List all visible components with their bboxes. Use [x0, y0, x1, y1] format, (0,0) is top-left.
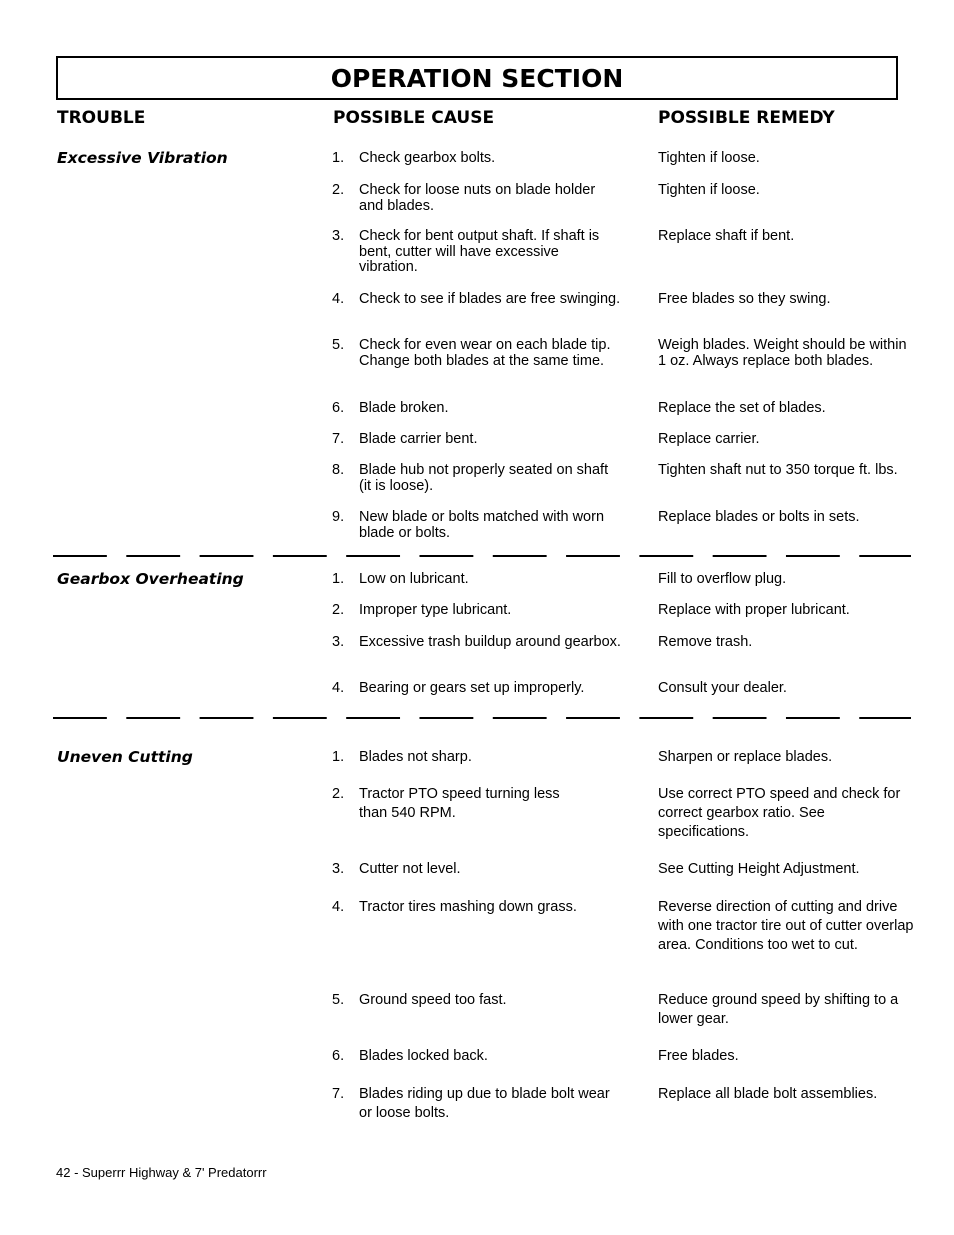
- remedy-text: Replace blades or bolts in sets.: [658, 509, 860, 525]
- cause-text: Check for bent output shaft. If shaft is bent, cutter will have excessive vibration.: [359, 228, 600, 276]
- remedy-text: Replace the set of blades.: [658, 400, 826, 416]
- item-number: 3.: [332, 861, 345, 877]
- item-number: 8.: [332, 462, 345, 478]
- remedy-text: See Cutting Height Adjustment.: [658, 861, 860, 877]
- cause-text: Check for loose nuts on blade holder and blades.: [359, 182, 596, 214]
- remedy-text: Tighten if loose.: [658, 150, 760, 166]
- item-number: 2.: [332, 182, 345, 198]
- cause-text: Blades not sharp.: [359, 749, 472, 765]
- cause-text: Blade hub not properly seated on shaft (it is loose).: [359, 462, 609, 494]
- cause-text: Low on lubricant.: [359, 571, 469, 587]
- cause-text: Blades riding up due to blade bolt wear or loose bolts.: [359, 1086, 610, 1121]
- section-title-box: [56, 56, 898, 100]
- cause-text: Tractor PTO speed turning less than 540 RPM.: [359, 786, 560, 821]
- cause-text: New blade or bolts matched with worn blade or bolts.: [359, 509, 605, 541]
- item-number: 4.: [332, 680, 345, 696]
- remedy-text: Weigh blades. Weight should be within 1 oz. Always replace both blades.: [658, 337, 907, 369]
- cause-text: Check to see if blades are free swinging.: [359, 291, 621, 307]
- item-number: 9.: [332, 509, 345, 525]
- cause-text: Check for even wear on each blade tip. Change both blades at the same time.: [359, 337, 611, 369]
- page-footer: 42 - Superrr Highway & 7' Predatorrr: [56, 1165, 267, 1180]
- remedy-text: Replace with proper lubricant.: [658, 602, 850, 618]
- item-number: 4.: [332, 899, 345, 915]
- section-divider: [53, 717, 911, 719]
- item-number: 4.: [332, 291, 345, 307]
- remedy-text: Consult your dealer.: [658, 680, 787, 696]
- cause-text: Bearing or gears set up improperly.: [359, 680, 585, 696]
- trouble-gearbox-overheating: Gearbox Overheating: [57, 570, 244, 588]
- item-number: 1.: [332, 150, 345, 166]
- remedy-text: Remove trash.: [658, 634, 753, 650]
- cause-text: Improper type lubricant.: [359, 602, 512, 618]
- remedy-text: Use correct PTO speed and check for correct gearbox ratio. See specifications.: [658, 786, 901, 840]
- item-number: 1.: [332, 749, 345, 765]
- item-number: 5.: [332, 992, 345, 1008]
- item-number: 7.: [332, 431, 345, 447]
- cause-text: Cutter not level.: [359, 861, 461, 877]
- remedy-text: Reverse direction of cutting and drive with one tractor tire out of cutter overlap area. Conditions too wet to cut.: [658, 899, 914, 953]
- item-number: 2.: [332, 602, 345, 618]
- remedy-text: Tighten shaft nut to 350 torque ft. lbs.: [658, 462, 898, 478]
- header-possible-remedy: POSSIBLE REMEDY: [658, 108, 835, 128]
- cause-text: Tractor tires mashing down grass.: [359, 899, 577, 915]
- cause-text: Blade broken.: [359, 400, 449, 416]
- item-number: 6.: [332, 400, 345, 416]
- cause-text: Blades locked back.: [359, 1048, 488, 1064]
- cause-text: Blade carrier bent.: [359, 431, 478, 447]
- remedy-text: Fill to overflow plug.: [658, 571, 787, 587]
- item-number: 3.: [332, 634, 345, 650]
- item-number: 1.: [332, 571, 345, 587]
- trouble-uneven-cutting: Uneven Cutting: [57, 748, 193, 766]
- section-divider: [53, 555, 911, 557]
- remedy-text: Free blades so they swing.: [658, 291, 831, 307]
- remedy-text: Replace shaft if bent.: [658, 228, 795, 244]
- remedy-text: Reduce ground speed by shifting to a lower gear.: [658, 992, 899, 1027]
- item-number: 7.: [332, 1086, 345, 1102]
- remedy-text: Free blades.: [658, 1048, 739, 1064]
- remedy-text: Replace carrier.: [658, 431, 760, 447]
- cause-text: Excessive trash buildup around gearbox.: [359, 634, 621, 650]
- trouble-excessive-vibration: Excessive Vibration: [57, 149, 228, 167]
- header-possible-cause: POSSIBLE CAUSE: [333, 108, 495, 128]
- item-number: 5.: [332, 337, 345, 353]
- remedy-text: Sharpen or replace blades.: [658, 749, 833, 765]
- remedy-text: Replace all blade bolt assemblies.: [658, 1086, 878, 1102]
- header-trouble: TROUBLE: [57, 108, 146, 128]
- cause-text: Check gearbox bolts.: [359, 150, 496, 166]
- remedy-text: Tighten if loose.: [658, 182, 760, 198]
- item-number: 6.: [332, 1048, 345, 1064]
- cause-text: Ground speed too fast.: [359, 992, 507, 1008]
- item-number: 2.: [332, 786, 345, 802]
- item-number: 3.: [332, 228, 345, 244]
- page-title: OPERATION SECTION: [330, 63, 624, 93]
